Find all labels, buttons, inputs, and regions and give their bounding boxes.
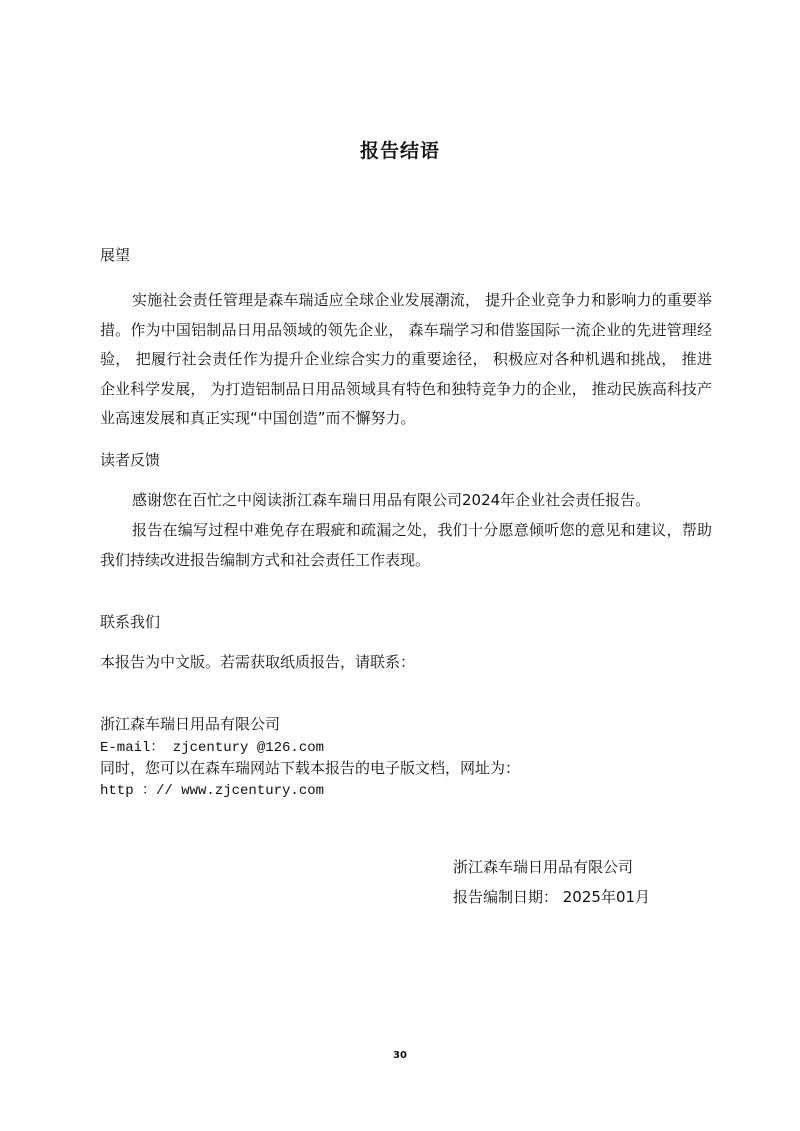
feedback-paragraph-1: 感谢您在百忙之中阅读浙江森车瑞日用品有限公司2024年企业社会责任报告。 bbox=[132, 491, 651, 509]
contact-heading: 联系我们 bbox=[100, 613, 161, 631]
feedback-paragraph-2: 报告在编写过程中难免存在瑕疵和疏漏之处，我们十分愿意倾听您的意见和建议，帮助我们持续改进报告编制方式和社会责任工作表现。 bbox=[100, 521, 712, 569]
contact-email: E-mail： zjcentury @126.com bbox=[100, 740, 325, 756]
page-number: 30 bbox=[393, 1050, 407, 1061]
outlook-heading: 展望 bbox=[100, 246, 131, 264]
page-title: 报告结语 bbox=[359, 140, 440, 162]
contact-url: http ：// www.zjcentury.com bbox=[100, 783, 325, 799]
signature-company: 浙江森车瑞日用品有限公司 bbox=[453, 858, 634, 876]
contact-company: 浙江森车瑞日用品有限公司 bbox=[100, 715, 281, 733]
contact-download-note: 同时，您可以在森车瑞网站下载本报告的电子版文档，网址为： bbox=[100, 759, 521, 777]
feedback-heading: 读者反馈 bbox=[100, 451, 161, 469]
outlook-paragraph: 实施社会责任管理是森车瑞适应全球企业发展潮流， 提升企业竞争力和影响力的重要举措。作为中国铝制品日用品领域的领先企业， 森车瑞学习和借鉴国际一流企业的先进管理经验， 把履行社会责任作为提升企业综合实力的重要途径， 积极应对各种机遇和挑战， 推进企业科学发展， 为打造铝制品日用品领域具有特色和独特竞争力的企业， 推动民族高科技产业高速发展和真正实现“中国创造”而不懈努力。 bbox=[100, 291, 712, 427]
contact-intro: 本报告为中文版。若需获取纸质报告，请联系： bbox=[100, 653, 416, 671]
signature-date: 报告编制日期： 2025年01月 bbox=[453, 888, 651, 906]
